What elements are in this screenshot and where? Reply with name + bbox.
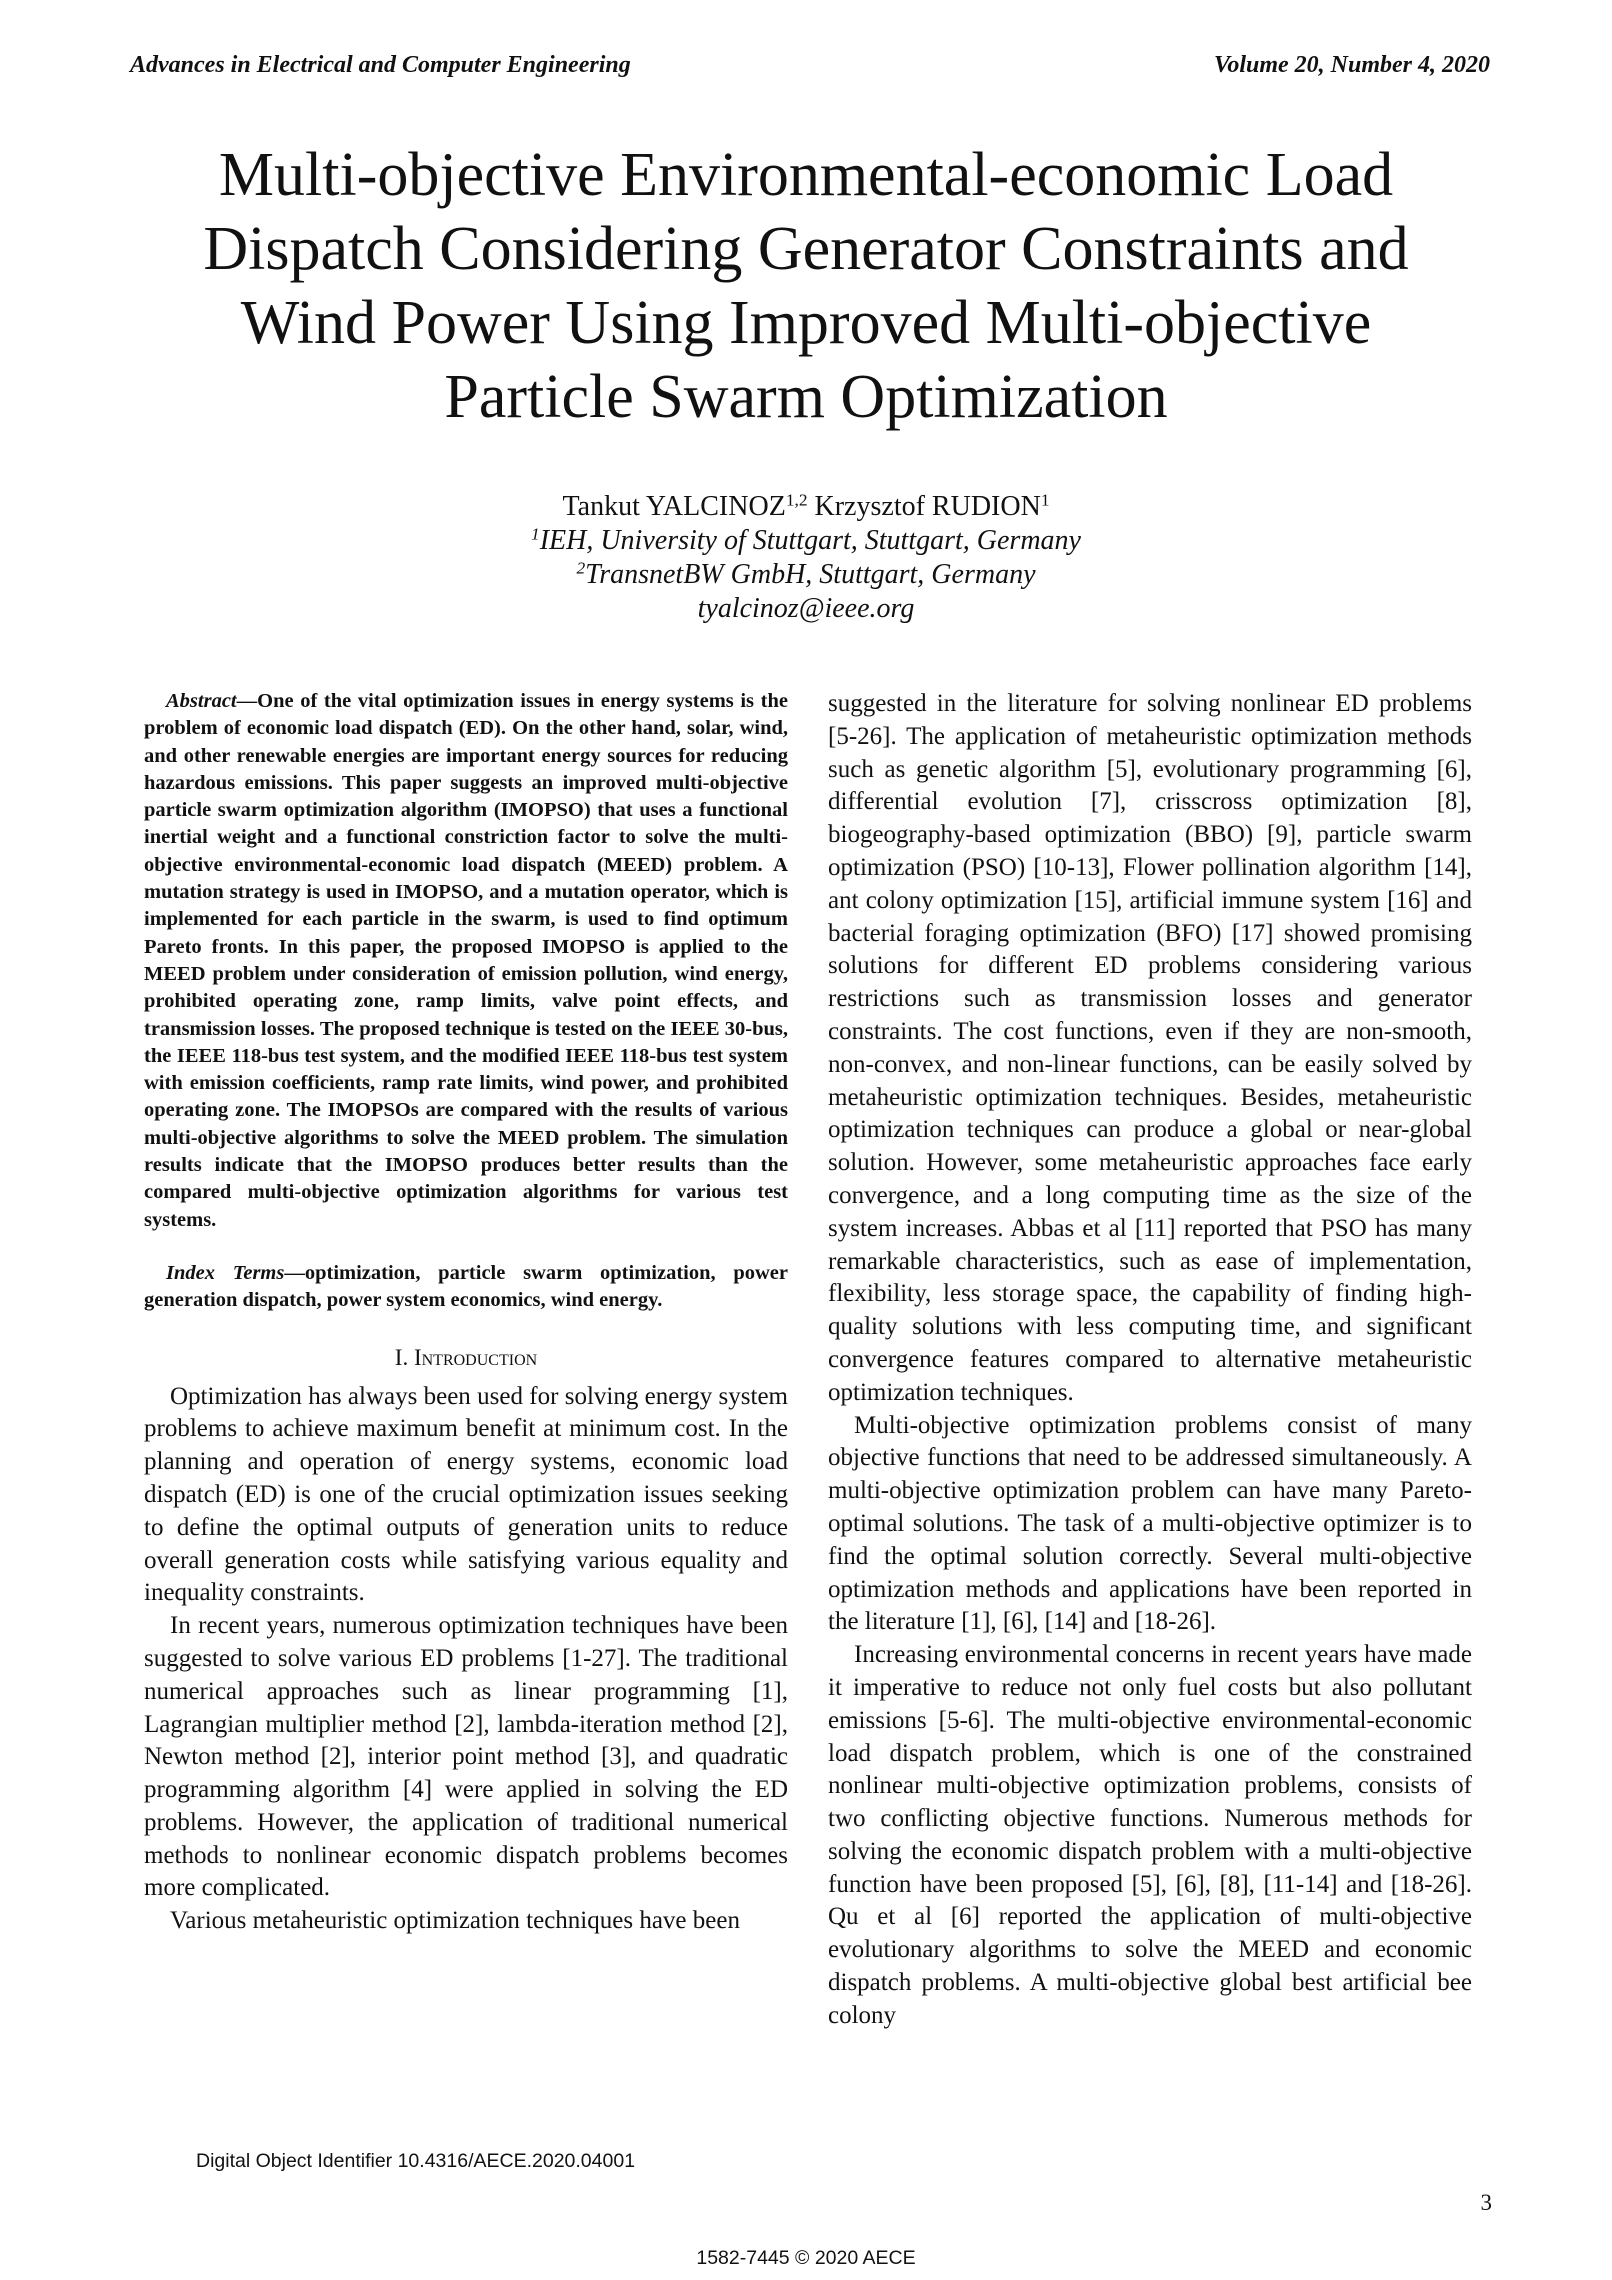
affiliation-1-text: IEH, University of Stuttgart, Stuttgart, Germany xyxy=(539,525,1081,556)
paragraph: Multi-objective optimization problems consist of many objective functions that need to be addressed simultaneously. A multi-objective optimization problem can have many Pareto-optimal solutions. The task of a multi-objective optimizer is to find the optimal solution correctly. Several multi-objective optimization methods and applications have been reported in the literature [1], [6], [14] and [18-26]. xyxy=(828,1411,1472,1636)
affiliation-1 xyxy=(200,524,1412,558)
journal-name: Advances in Electrical and Computer Engineering xyxy=(130,52,631,78)
author-2: Krzysztof RUDION xyxy=(807,491,1041,522)
paragraph-continued: suggested in the literature for solving nonlinear ED problems [5-26]. The application of metaheuristic optimization methods such as genetic algorithm [5], evolutionary programming [6], differential evolution [7], crisscross optimization [8], biogeography-based optimization (BBO) [9], particle swarm optimization (PSO) [10-13], Flower pollination algorithm [14], ant colony optimization [15], artificial immune system [16] and bacterial foraging optimization (BFO) [17] showed promising solutions for different ED problems considering various restrictions such as transmission losses and generator constraints. The cost functions, even if they are non-smooth, non-convex, and non-linear functions, can be easily solved by metaheuristic optimization techniques. Besides, metaheuristic optimization techniques can produce a global or near-global solution. However, some metaheuristic approaches face early convergence, and a long computing time as the size of the system increases. Abbas et al [11] reported that PSO has many remarkable characteristics, such as ease of implementation, flexibility, less storage space, the capability of finding high-quality solutions with less computing time, and significant convergence features compared to alternative metaheuristic optimization techniques. xyxy=(828,690,1472,1406)
section-numeral: I. xyxy=(394,1344,414,1370)
author-names xyxy=(200,490,1412,524)
section-title: Introduction xyxy=(413,1344,538,1370)
author-email: tyalcinoz@ieee.org xyxy=(697,593,915,624)
paragraph: Optimization has always been used for solving energy system problems to achieve maximum benefit at minimum cost. In the planning and operation of energy systems, economic load dispatch (ED) is one of the crucial optimization issues seeking to define the optimal outputs of generation units to reduce overall generation costs while satisfying various equality and inequality constraints. xyxy=(144,1382,788,1607)
index-terms-label: Index Terms xyxy=(166,1261,285,1284)
author-1: Tankut YALCINOZ xyxy=(562,491,786,522)
index-terms xyxy=(144,1260,788,1315)
index-terms-text: —optimization, particle swarm optimization, power generation dispatch, power system economics, wind energy. xyxy=(144,1261,788,1312)
affiliation-2 xyxy=(200,558,1412,592)
volume-info: Volume 20, Number 4, 2020 xyxy=(1213,52,1490,78)
title-line: Particle Swarm Optimization xyxy=(444,363,1168,431)
page-number: 3 xyxy=(1480,2190,1492,2215)
doi: Digital Object Identifier 10.4316/AECE.2020.04001 xyxy=(196,2150,636,2172)
paragraph: Various metaheuristic optimization techniques have been xyxy=(170,1907,740,1935)
affiliation-2-text: TransnetBW GmbH, Stuttgart, Germany xyxy=(585,559,1036,590)
title-line: Dispatch Considering Generator Constraints and xyxy=(203,215,1409,283)
abstract xyxy=(144,688,788,1234)
abstract-text: —One of the vital optimization issues in energy systems is the problem of economic load dispatch (ED). On the other hand, solar, wind, and other renewable energies are important energy sources for reducing hazardous emissions. This paper suggests an improved multi-objective particle swarm optimization algorithm (IMOPSO) that uses a functional inertial weight and a functional constriction factor to solve the multi-objective environmental-economic load dispatch (MEED) problem. A mutation strategy is used in IMOPSO, and a mutation operator, which is implemented for each particle in the swarm, is used to find optimum Pareto fronts. In this paper, the proposed IMOPSO is applied to the MEED problem under consideration of emission pollution, wind energy, prohibited operating zone, ramp limits, valve point effects, and transmission losses. The proposed technique is tested on the IEEE 30-bus, the IEEE 118-bus test system, and the modified IEEE 118-bus test system with emission coefficients, ramp rate limits, wind power, and prohibited operating zone. The IMOPSOs are compared with the results of various multi-objective algorithms to solve the MEED problem. The simulation results indicate that the IMOPSO produces better results than the compared multi-objective optimization algorithms for various test systems. xyxy=(144,690,788,1231)
section-heading xyxy=(144,1345,788,1371)
paragraph: In recent years, numerous optimization techniques have been suggested to solve various ED problems [1-27]. The traditional numerical approaches such as linear programming [1], Lagrangian multiplier method [2], lambda-iteration method [2], Newton method [2], interior point method [3], and quadratic programming algorithm [4] were applied in solving the ED problems. However, the application of traditional numerical methods to nonlinear economic dispatch problems becomes more complicated. xyxy=(144,1612,788,1902)
author-1-affiliation-mark: 1,2 xyxy=(785,490,808,510)
left-column xyxy=(144,688,788,1938)
issn-copyright: 1582-7445 © 2020 AECE xyxy=(696,2247,916,2269)
paragraph: Increasing environmental concerns in recent years have made it imperative to reduce not only fuel costs but also pollutant emissions [5-6]. The multi-objective environmental-economic load dispatch problem, which is one of the constrained nonlinear multi-objective optimization problems, consists of two conflicting objective functions. Numerous methods for solving the economic dispatch problem with a multi-objective function have been proposed [5], [6], [8], [11-14] and [18-26]. Qu et al [6] reported the application of multi-objective evolutionary algorithms to solve the MEED and economic dispatch problems. A multi-objective global best artificial bee colony xyxy=(828,1641,1472,2029)
abstract-label: Abstract xyxy=(166,690,237,712)
affiliation-2-mark: 2 xyxy=(576,558,586,578)
title-line: Multi-objective Environmental-economic Load xyxy=(218,141,1394,209)
author-block xyxy=(200,490,1412,626)
affiliation-1-mark: 1 xyxy=(531,524,540,544)
author-2-affiliation-mark: 1 xyxy=(1040,490,1050,510)
title-line: Wind Power Using Improved Multi-objective xyxy=(240,289,1372,357)
right-column xyxy=(828,688,1472,2033)
paper-title xyxy=(120,138,1492,434)
